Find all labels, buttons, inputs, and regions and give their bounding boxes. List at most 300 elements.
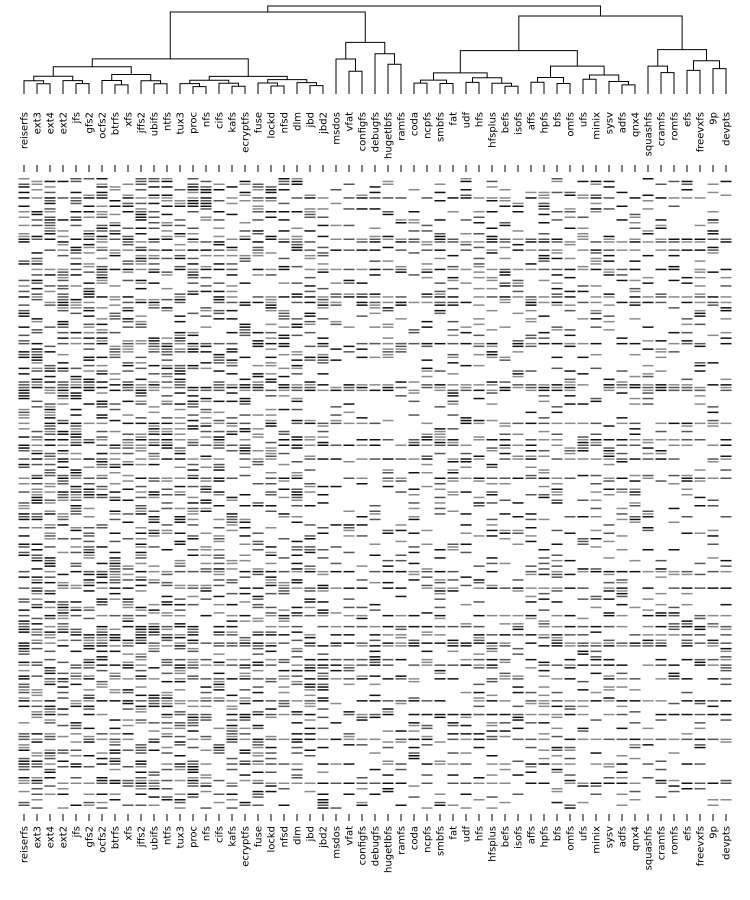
heatmap-cell — [58, 467, 69, 469]
heatmap-cell — [19, 381, 30, 383]
heatmap-cell — [136, 417, 147, 419]
heatmap-cell — [136, 766, 147, 768]
heatmap-cell — [32, 519, 43, 521]
column-label-ocfs2: ocfs2 — [97, 112, 109, 139]
heatmap-cell — [227, 450, 238, 452]
heatmap-cell — [526, 513, 537, 515]
heatmap-cell — [227, 332, 238, 334]
heatmap-cell — [383, 714, 394, 716]
heatmap-cell — [487, 354, 498, 356]
heatmap-cell — [682, 593, 693, 595]
heatmap-cell — [45, 777, 56, 779]
heatmap-cell — [19, 777, 30, 779]
heatmap-cell — [344, 184, 355, 186]
heatmap-cell — [32, 236, 43, 238]
heatmap-cell — [513, 351, 524, 353]
heatmap-cell — [422, 783, 433, 785]
heatmap-cell — [32, 783, 43, 785]
heatmap-cell — [253, 761, 264, 763]
heatmap-cell — [214, 423, 225, 425]
dendrogram-link — [310, 86, 323, 94]
heatmap-cell — [71, 706, 82, 708]
heatmap-cell — [526, 239, 537, 241]
heatmap-cell — [162, 736, 173, 738]
heatmap-cell — [357, 579, 368, 581]
heatmap-cell — [344, 423, 355, 425]
heatmap-cell — [162, 395, 173, 397]
heatmap-cell — [175, 585, 186, 587]
heatmap-cell — [214, 436, 225, 438]
heatmap-cell — [214, 412, 225, 414]
heatmap-cell — [318, 615, 329, 617]
column-label-bottom-ubifs: ubifs — [149, 826, 161, 851]
heatmap-cell — [279, 269, 290, 271]
heatmap-cell — [539, 233, 550, 235]
heatmap-cell — [253, 346, 264, 348]
heatmap-cell — [214, 387, 225, 389]
heatmap-cell — [97, 274, 108, 276]
heatmap-cell — [266, 651, 277, 653]
heatmap-cell — [721, 181, 732, 183]
heatmap-cell — [32, 274, 43, 276]
heatmap-cell — [435, 239, 446, 241]
heatmap-cell — [578, 739, 589, 741]
heatmap-cell — [565, 783, 576, 785]
heatmap-cell — [591, 500, 602, 502]
heatmap-cell — [357, 607, 368, 609]
heatmap-cell — [71, 332, 82, 334]
heatmap-cell — [240, 181, 251, 183]
heatmap-cell — [266, 708, 277, 710]
heatmap-cell — [695, 722, 706, 724]
heatmap-cell — [71, 763, 82, 765]
heatmap-cell — [292, 247, 303, 249]
heatmap-cell — [643, 513, 654, 515]
heatmap-cell — [422, 662, 433, 664]
heatmap-cell — [214, 491, 225, 493]
heatmap-cell — [32, 318, 43, 320]
heatmap-cell — [513, 579, 524, 581]
heatmap-cell — [565, 642, 576, 644]
heatmap-cell — [591, 596, 602, 598]
heatmap-cell — [396, 249, 407, 251]
heatmap-cell — [500, 359, 511, 361]
heatmap-cell — [656, 423, 667, 425]
heatmap-cell — [305, 695, 316, 697]
heatmap-cell — [695, 618, 706, 620]
heatmap-cell — [552, 728, 563, 730]
heatmap-cell — [357, 535, 368, 537]
heatmap-cell — [305, 423, 316, 425]
heatmap-cell — [500, 206, 511, 208]
heatmap-cell — [253, 549, 264, 551]
heatmap-cell — [292, 783, 303, 785]
heatmap-cell — [474, 420, 485, 422]
heatmap-cell — [448, 329, 459, 331]
heatmap-cell — [110, 252, 121, 254]
heatmap-cell — [305, 197, 316, 199]
heatmap-cell — [292, 365, 303, 367]
heatmap-cell — [149, 271, 160, 273]
heatmap-cell — [318, 373, 329, 375]
heatmap-cell — [136, 744, 147, 746]
heatmap-cell — [682, 788, 693, 790]
heatmap-cell — [32, 379, 43, 381]
heatmap-cell — [357, 296, 368, 298]
heatmap-cell — [84, 442, 95, 444]
heatmap-cell — [214, 354, 225, 356]
heatmap-cell — [84, 678, 95, 680]
heatmap-cell — [214, 282, 225, 284]
heatmap-cell — [58, 601, 69, 603]
heatmap-cell — [149, 458, 160, 460]
heatmap-cell — [19, 651, 30, 653]
heatmap-cell — [487, 587, 498, 589]
heatmap-cell — [474, 241, 485, 243]
heatmap-cell — [682, 733, 693, 735]
heatmap-cell — [266, 365, 277, 367]
heatmap-cell — [136, 763, 147, 765]
heatmap-cell — [383, 348, 394, 350]
heatmap-cell — [448, 403, 459, 405]
heatmap-cell — [396, 642, 407, 644]
heatmap-cell — [370, 752, 381, 754]
heatmap-cell — [149, 348, 160, 350]
heatmap-cell — [227, 645, 238, 647]
heatmap-cell — [240, 357, 251, 359]
heatmap-cell — [45, 431, 56, 433]
heatmap-cell — [409, 546, 420, 548]
heatmap-cell — [292, 664, 303, 666]
heatmap-cell — [591, 181, 602, 183]
heatmap-cell — [32, 368, 43, 370]
heatmap-cell — [409, 329, 420, 331]
heatmap-cell — [149, 346, 160, 348]
heatmap-cell — [370, 239, 381, 241]
heatmap-cell — [487, 439, 498, 441]
heatmap-cell — [227, 401, 238, 403]
heatmap-cell — [305, 241, 316, 243]
heatmap-cell — [357, 678, 368, 680]
heatmap-cell — [422, 436, 433, 438]
heatmap-cell — [305, 667, 316, 669]
heatmap-cell — [331, 612, 342, 614]
heatmap-cell — [136, 392, 147, 394]
heatmap-cell — [487, 277, 498, 279]
heatmap-cell — [240, 700, 251, 702]
heatmap-cell — [357, 458, 368, 460]
heatmap-cell — [240, 192, 251, 194]
heatmap-cell — [84, 794, 95, 796]
heatmap-cell — [396, 269, 407, 271]
heatmap-cell — [487, 615, 498, 617]
heatmap-cell — [97, 445, 108, 447]
heatmap-cell — [721, 332, 732, 334]
heatmap-cell — [123, 692, 134, 694]
heatmap-cell — [396, 318, 407, 320]
heatmap-cell — [97, 414, 108, 416]
heatmap-cell — [32, 794, 43, 796]
heatmap-cell — [175, 439, 186, 441]
heatmap-cell — [357, 717, 368, 719]
heatmap-cell — [149, 785, 160, 787]
heatmap-cell — [669, 475, 680, 477]
heatmap-cell — [344, 736, 355, 738]
heatmap-cell — [214, 535, 225, 537]
heatmap-cell — [45, 601, 56, 603]
heatmap-cell — [253, 796, 264, 798]
heatmap-cell — [71, 313, 82, 315]
dendrogram-link — [687, 70, 700, 94]
heatmap-cell — [84, 667, 95, 669]
heatmap-cell — [162, 181, 173, 183]
heatmap-cell — [396, 634, 407, 636]
heatmap-cell — [123, 263, 134, 265]
heatmap-cell — [240, 505, 251, 507]
heatmap-cell — [591, 285, 602, 287]
heatmap-cell — [32, 269, 43, 271]
heatmap-cell — [58, 673, 69, 675]
heatmap-cell — [123, 414, 134, 416]
heatmap-cell — [279, 662, 290, 664]
heatmap-cell — [149, 299, 160, 301]
heatmap-cell — [45, 615, 56, 617]
heatmap-cell — [45, 486, 56, 488]
heatmap-cell — [266, 747, 277, 749]
heatmap-cell — [422, 343, 433, 345]
heatmap-cell — [318, 626, 329, 628]
heatmap-cell — [279, 387, 290, 389]
heatmap-cell — [487, 796, 498, 798]
heatmap-cell — [32, 675, 43, 677]
heatmap-cell — [370, 513, 381, 515]
heatmap-cell — [305, 332, 316, 334]
heatmap-cell — [240, 239, 251, 241]
heatmap-cell — [409, 678, 420, 680]
heatmap-cell — [500, 662, 511, 664]
heatmap-cell — [578, 706, 589, 708]
column-label-bottom-lockd: lockd — [266, 826, 278, 853]
heatmap-cell — [162, 445, 173, 447]
heatmap-cell — [71, 505, 82, 507]
heatmap-cell — [461, 249, 472, 251]
heatmap-cell — [305, 549, 316, 551]
heatmap-cell — [136, 571, 147, 573]
heatmap-cell — [227, 563, 238, 565]
heatmap-cell — [45, 291, 56, 293]
heatmap-cell — [695, 574, 706, 576]
heatmap-cell — [240, 664, 251, 666]
heatmap-cell — [604, 645, 615, 647]
heatmap-cell — [266, 299, 277, 301]
heatmap-cell — [656, 576, 667, 578]
column-label-sysv: sysv — [604, 112, 616, 135]
heatmap-cell — [45, 222, 56, 224]
heatmap-cell — [201, 445, 212, 447]
heatmap-cell — [604, 269, 615, 271]
heatmap-cell — [500, 269, 511, 271]
heatmap-cell — [123, 340, 134, 342]
heatmap-cell — [253, 340, 264, 342]
heatmap-cell — [422, 445, 433, 447]
heatmap-cell — [84, 370, 95, 372]
heatmap-cell — [240, 703, 251, 705]
heatmap-cell — [227, 392, 238, 394]
heatmap-cell — [669, 390, 680, 392]
heatmap-cell — [435, 741, 446, 743]
heatmap-cell — [331, 587, 342, 589]
heatmap-cell — [695, 629, 706, 631]
heatmap-cell — [71, 601, 82, 603]
heatmap-cell — [45, 475, 56, 477]
heatmap-cell — [565, 758, 576, 760]
heatmap-cell — [227, 695, 238, 697]
heatmap-cell — [32, 640, 43, 642]
heatmap-cell — [123, 381, 134, 383]
heatmap-cell — [175, 637, 186, 639]
heatmap-cell — [357, 524, 368, 526]
heatmap-cell — [136, 719, 147, 721]
heatmap-cell — [253, 274, 264, 276]
heatmap-cell — [58, 302, 69, 304]
heatmap-cell — [266, 420, 277, 422]
heatmap-cell — [383, 269, 394, 271]
heatmap-cell — [656, 228, 667, 230]
heatmap-cell — [188, 346, 199, 348]
heatmap-cell — [162, 365, 173, 367]
heatmap-cell — [448, 211, 459, 213]
heatmap-cell — [123, 489, 134, 491]
heatmap-cell — [19, 447, 30, 449]
heatmap-cell — [84, 233, 95, 235]
heatmap-cell — [214, 780, 225, 782]
heatmap-cell — [474, 535, 485, 537]
heatmap-cell — [526, 304, 537, 306]
heatmap-cell — [708, 302, 719, 304]
heatmap-cell — [513, 203, 524, 205]
heatmap-cell — [721, 307, 732, 309]
heatmap-cell — [682, 332, 693, 334]
heatmap-cell — [58, 615, 69, 617]
heatmap-cell — [461, 219, 472, 221]
heatmap-cell — [71, 458, 82, 460]
heatmap-cell — [292, 335, 303, 337]
heatmap-cell — [279, 239, 290, 241]
column-label-bottom-jbd: jbd — [305, 826, 317, 842]
heatmap-cell — [656, 480, 667, 482]
heatmap-cell — [162, 769, 173, 771]
heatmap-cell — [526, 337, 537, 339]
heatmap-cell — [253, 186, 264, 188]
heatmap-cell — [175, 233, 186, 235]
heatmap-cell — [175, 351, 186, 353]
heatmap-cell — [448, 373, 459, 375]
heatmap-cell — [240, 719, 251, 721]
heatmap-cell — [45, 181, 56, 183]
heatmap-cell — [409, 489, 420, 491]
heatmap-cell — [292, 236, 303, 238]
heatmap-cell — [552, 544, 563, 546]
heatmap-cell — [58, 368, 69, 370]
heatmap-cell — [162, 788, 173, 790]
heatmap-cell — [721, 384, 732, 386]
heatmap-cell — [136, 219, 147, 221]
heatmap-cell — [149, 697, 160, 699]
dendrogram-link — [24, 81, 44, 94]
heatmap-cell — [357, 615, 368, 617]
heatmap-cell — [97, 423, 108, 425]
heatmap-cell — [32, 384, 43, 386]
heatmap-cell — [500, 439, 511, 441]
heatmap-cell — [448, 296, 459, 298]
heatmap-cell — [318, 255, 329, 257]
heatmap-cell — [279, 593, 290, 595]
heatmap-cell — [682, 642, 693, 644]
heatmap-cell — [110, 678, 121, 680]
heatmap-cell — [448, 280, 459, 282]
heatmap-cell — [604, 659, 615, 661]
heatmap-cell — [214, 184, 225, 186]
heatmap-cell — [474, 664, 485, 666]
heatmap-cell — [162, 692, 173, 694]
heatmap-cell — [292, 318, 303, 320]
heatmap-cell — [175, 269, 186, 271]
heatmap-cell — [201, 197, 212, 199]
dendrogram-link — [519, 16, 682, 51]
heatmap-cell — [409, 472, 420, 474]
heatmap-cell — [708, 406, 719, 408]
heatmap-cell — [617, 593, 628, 595]
heatmap-cell — [630, 678, 641, 680]
heatmap-cell — [539, 206, 550, 208]
heatmap-cell — [344, 659, 355, 661]
heatmap-cell — [578, 318, 589, 320]
heatmap-cell — [175, 598, 186, 600]
column-label-bottom-tux3: tux3 — [175, 826, 187, 849]
heatmap-cell — [630, 318, 641, 320]
heatmap-cell — [188, 249, 199, 251]
heatmap-cell — [123, 733, 134, 735]
heatmap-cell — [279, 189, 290, 191]
heatmap-cell — [591, 508, 602, 510]
heatmap-cell — [682, 189, 693, 191]
heatmap-cell — [97, 546, 108, 548]
heatmap-cell — [97, 214, 108, 216]
heatmap-cell — [201, 458, 212, 460]
heatmap-cell — [214, 420, 225, 422]
heatmap-cell — [110, 296, 121, 298]
heatmap-cell — [123, 184, 134, 186]
heatmap-cell — [97, 381, 108, 383]
heatmap-cell — [240, 258, 251, 260]
heatmap-cell — [123, 500, 134, 502]
heatmap-cell — [149, 439, 160, 441]
heatmap-cell — [266, 211, 277, 213]
heatmap-cell — [448, 390, 459, 392]
heatmap-cell — [617, 370, 628, 372]
heatmap-cell — [19, 357, 30, 359]
heatmap-cell — [500, 296, 511, 298]
heatmap-cell — [604, 241, 615, 243]
heatmap-cell — [19, 692, 30, 694]
heatmap-cell — [591, 516, 602, 518]
heatmap-cell — [617, 478, 628, 480]
heatmap-cell — [539, 302, 550, 304]
heatmap-cell — [487, 420, 498, 422]
heatmap-cell — [149, 337, 160, 339]
heatmap-cell — [188, 269, 199, 271]
heatmap-cell — [71, 640, 82, 642]
